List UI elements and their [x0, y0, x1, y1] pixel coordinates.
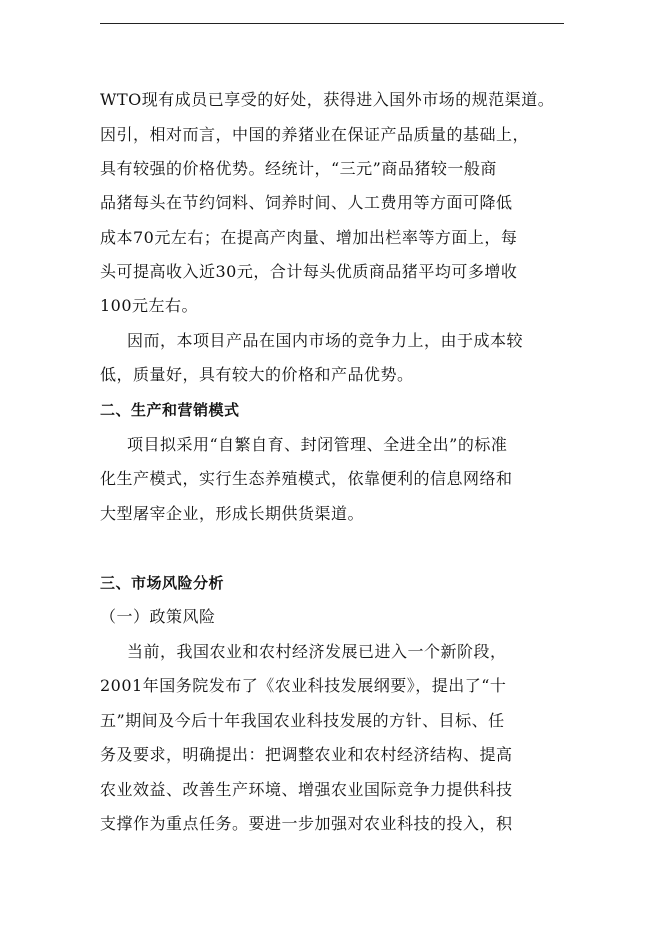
body-text-line: 具有较强的价格优势。经统计，“三元”商品猪较一般商: [100, 159, 497, 178]
body-text-line: 成本70元左右；在提高产肉量、增加出栏率等方面上，每: [100, 228, 518, 247]
body-text-line: 项目拟采用“自繁自育、封闭管理、全进全出”的标准: [127, 435, 508, 454]
body-text-line: 低，质量好，具有较大的价格和产品优势。: [100, 365, 414, 384]
body-text-line: 因而，本项目产品在国内市场的竞争力上，由于成本较: [127, 331, 524, 350]
body-text-line: 农业效益、改善生产环境、增强农业国际竞争力提供科技: [100, 780, 513, 799]
header-rule: [100, 23, 564, 24]
body-text-line: 因引，相对而言，中国的养猪业在保证产品质量的基础上，: [100, 125, 530, 144]
body-text-line: 当前，我国农业和农村经济发展已进入一个新阶段，: [127, 642, 507, 661]
body-text-line: 支撑作为重点任务。要进一步加强对农业科技的投入，积: [100, 814, 513, 833]
body-text-line: WTO现有成员已享受的好处，获得进入国外市场的规范渠道。: [100, 90, 555, 109]
body-text-line: 化生产模式，实行生态养殖模式，依靠便利的信息网络和: [100, 469, 513, 488]
body-text-line: 五”期间及今后十年我国农业科技发展的方针、目标、任: [100, 711, 505, 730]
section-heading: 三、市场风险分析: [100, 574, 225, 592]
body-text-line: 大型屠宰企业，形成长期供货渠道。: [100, 504, 365, 523]
body-text-line: 头可提高收入近30元，合计每头优质商品猪平均可多增收: [100, 262, 518, 281]
body-text-line: 2001年国务院发布了《农业科技发展纲要》，提出了“十: [100, 676, 507, 695]
subsection-heading: （一）政策风险: [100, 607, 216, 626]
body-text-line: 100元左右。: [100, 296, 199, 315]
body-text-line: 务及要求，明确提出：把调整农业和农村经济结构、提高: [100, 745, 513, 764]
body-text-line: 品猪每头在节约饲料、饲养时间、人工费用等方面可降低: [100, 193, 513, 212]
section-heading: 二、生产和营销模式: [100, 401, 240, 419]
